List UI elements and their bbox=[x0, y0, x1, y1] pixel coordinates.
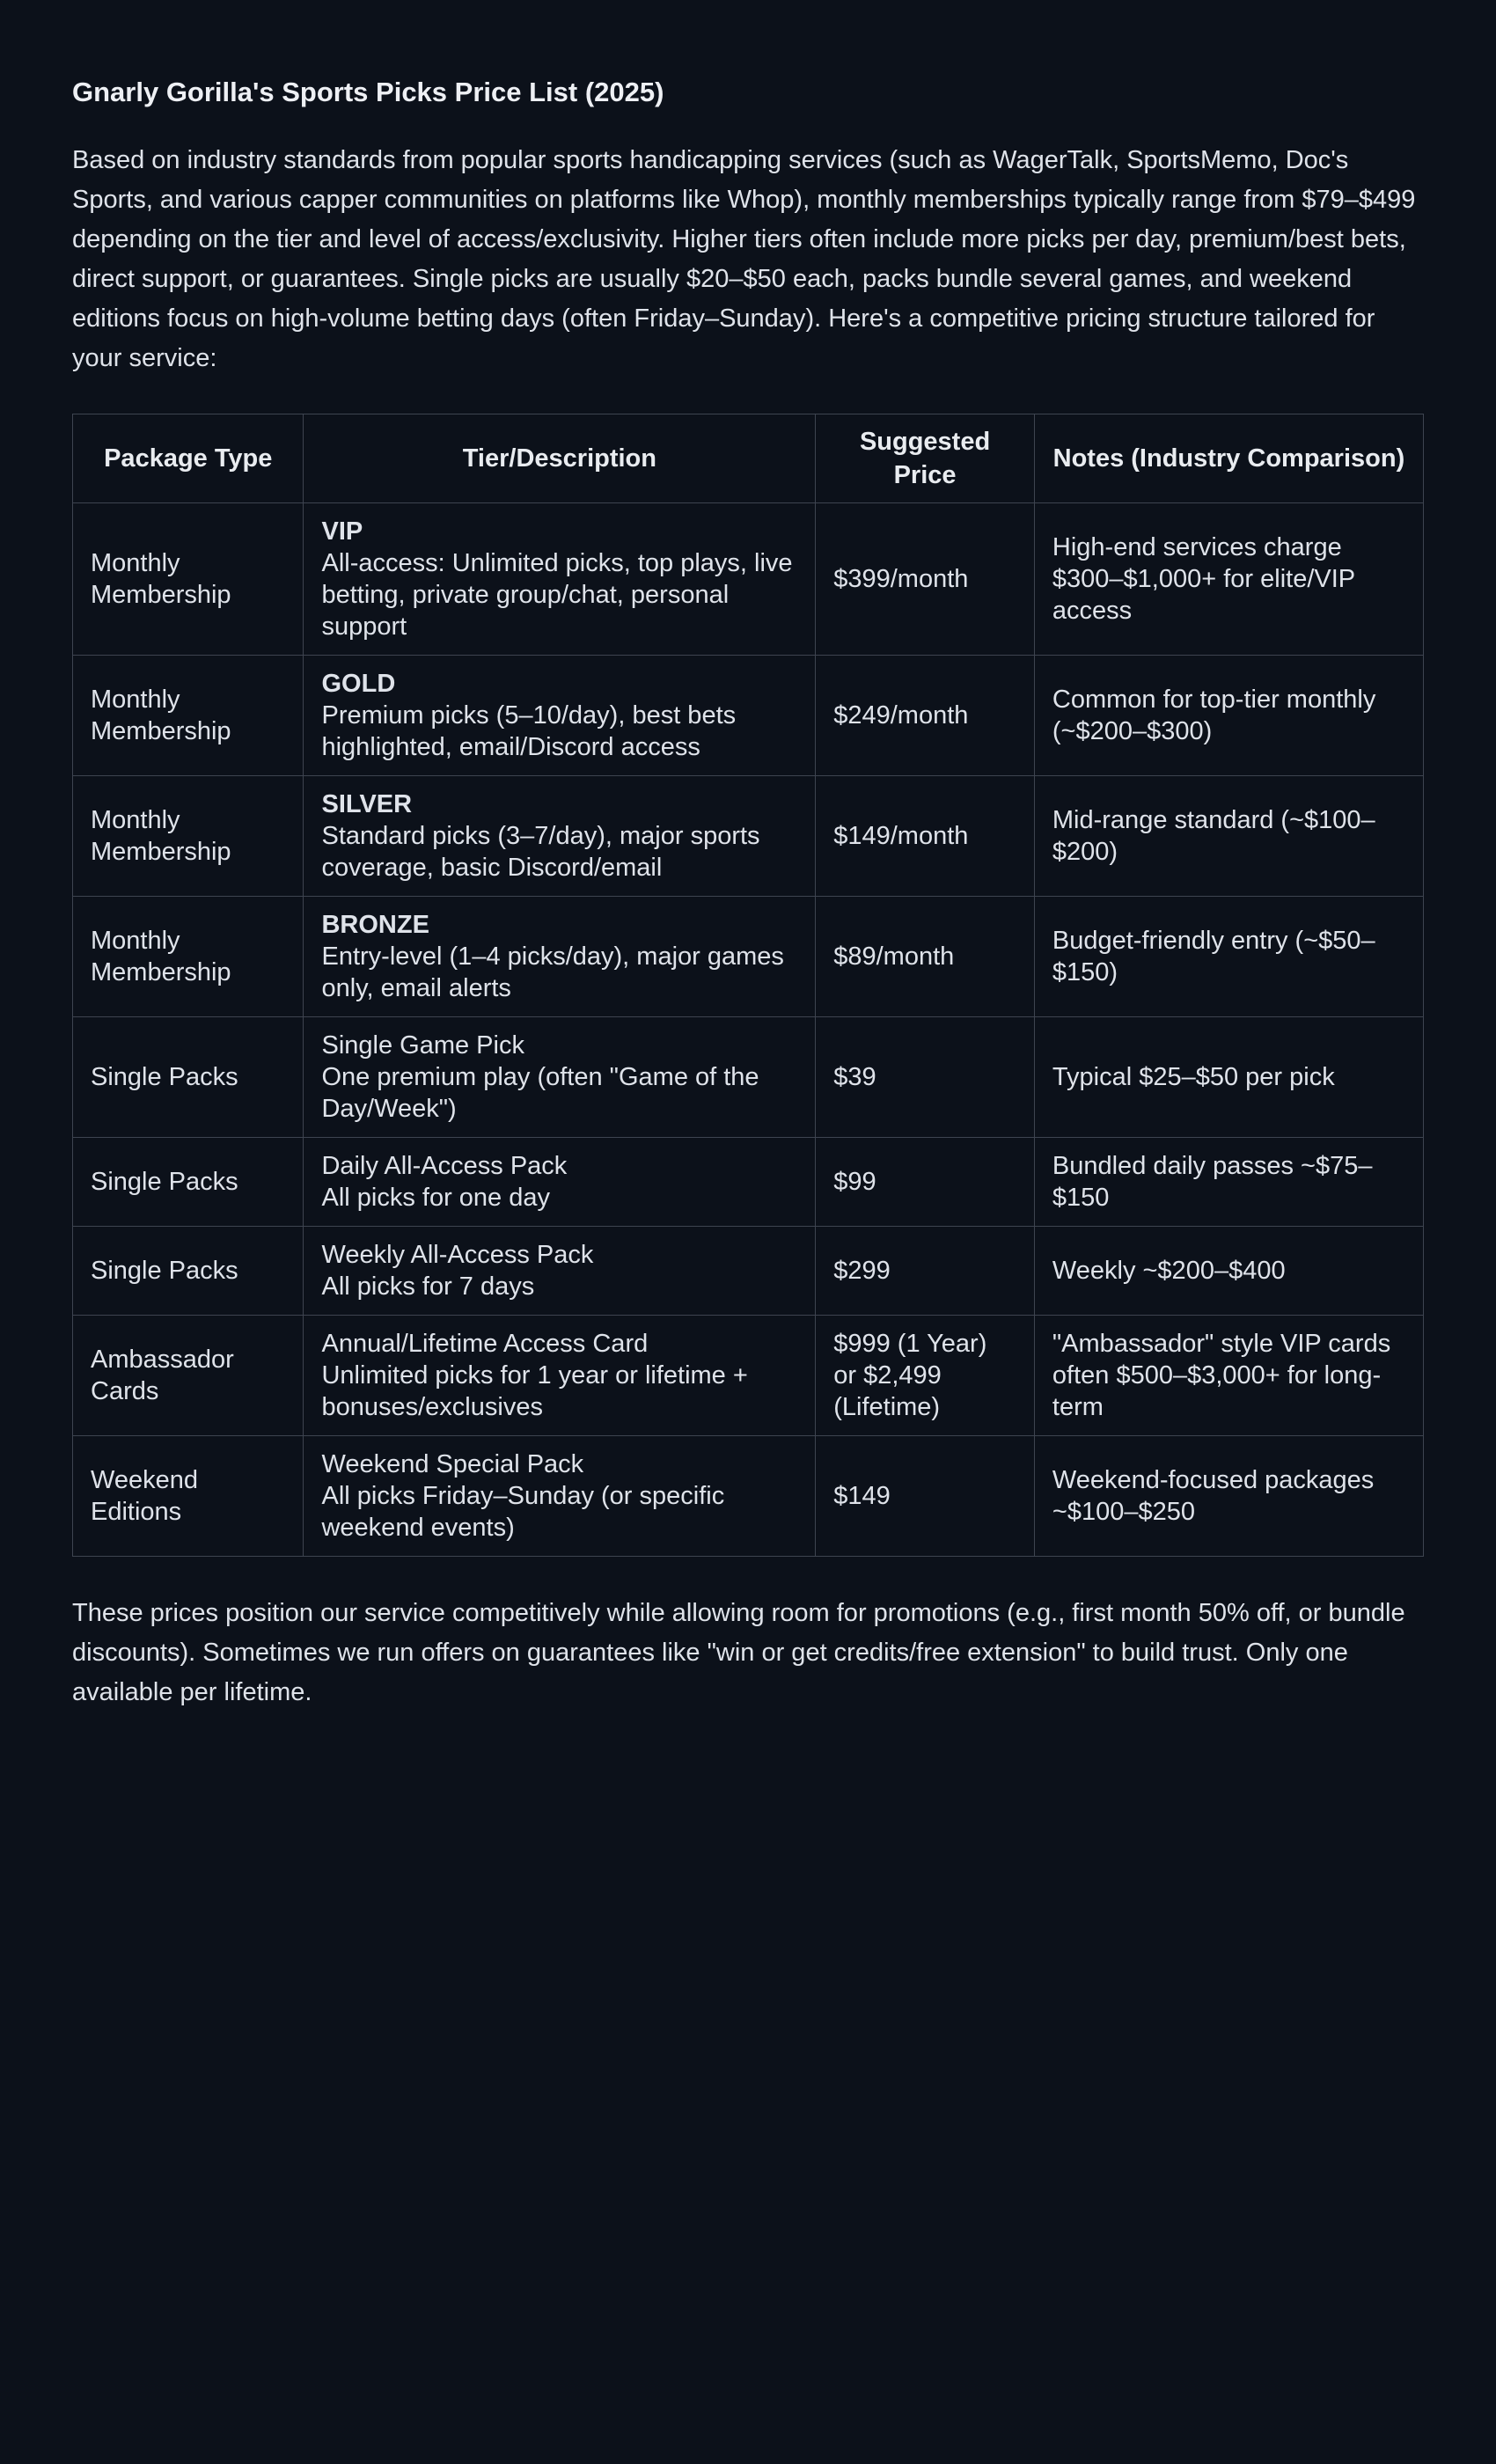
suggested-price-cell: $149 bbox=[816, 1436, 1035, 1557]
table-row bbox=[73, 1138, 1424, 1227]
tier-name: SILVER bbox=[321, 790, 413, 818]
table-row bbox=[73, 1316, 1424, 1436]
tier-name: BRONZE bbox=[321, 911, 429, 939]
suggested-price-cell: $999 (1 Year) or $2,499 (Lifetime) bbox=[816, 1316, 1035, 1436]
tier-name: Daily All-Access Pack bbox=[321, 1152, 568, 1180]
package-type-cell: Single Packs bbox=[73, 1017, 304, 1138]
suggested-price-cell: $39 bbox=[816, 1017, 1035, 1138]
table-row bbox=[73, 1227, 1424, 1316]
price-table bbox=[72, 414, 1424, 1557]
package-type-cell: Monthly Membership bbox=[73, 776, 304, 897]
notes-cell: Budget-friendly entry (~$50–$150) bbox=[1034, 897, 1423, 1017]
notes-cell: "Ambassador" style VIP cards often $500–$3,000+ for long-term bbox=[1034, 1316, 1423, 1436]
tier-name: Weekly All-Access Pack bbox=[321, 1241, 594, 1269]
package-type-cell: Weekend Editions bbox=[73, 1436, 304, 1557]
notes-cell: Typical $25–$50 per pick bbox=[1034, 1017, 1423, 1138]
package-type-cell: Single Packs bbox=[73, 1227, 304, 1316]
header-notes: Notes (Industry Comparison) bbox=[1034, 414, 1423, 503]
tier-description-cell bbox=[304, 1138, 816, 1227]
notes-cell: Bundled daily passes ~$75–$150 bbox=[1034, 1138, 1423, 1227]
header-suggested-price: Suggested Price bbox=[816, 414, 1035, 503]
tier-description-cell bbox=[304, 897, 816, 1017]
tier-description: All picks Friday–Sunday (or specific weekend events) bbox=[321, 1482, 725, 1542]
tier-name: Annual/Lifetime Access Card bbox=[321, 1330, 649, 1358]
package-type-cell: Ambassador Cards bbox=[73, 1316, 304, 1436]
header-tier-description: Tier/Description bbox=[304, 414, 816, 503]
suggested-price-cell: $249/month bbox=[816, 656, 1035, 776]
package-type-cell: Monthly Membership bbox=[73, 897, 304, 1017]
price-table-body bbox=[73, 503, 1424, 1557]
tier-name: VIP bbox=[321, 517, 363, 546]
package-type-cell: Single Packs bbox=[73, 1138, 304, 1227]
table-row bbox=[73, 503, 1424, 656]
page-title: Gnarly Gorilla's Sports Picks Price List (2025) bbox=[72, 77, 664, 107]
tier-description-cell bbox=[304, 503, 816, 656]
suggested-price-cell: $89/month bbox=[816, 897, 1035, 1017]
tier-description-cell bbox=[304, 776, 816, 897]
notes-cell: Weekend-focused packages ~$100–$250 bbox=[1034, 1436, 1423, 1557]
table-header-row bbox=[73, 414, 1424, 503]
package-type-cell: Monthly Membership bbox=[73, 503, 304, 656]
tier-description-cell bbox=[304, 656, 816, 776]
package-type-cell: Monthly Membership bbox=[73, 656, 304, 776]
tier-description-cell bbox=[304, 1017, 816, 1138]
tier-description: One premium play (often "Game of the Day/Week") bbox=[321, 1063, 759, 1123]
table-row bbox=[73, 1017, 1424, 1138]
tier-description: All picks for one day bbox=[321, 1184, 550, 1212]
notes-cell: Mid-range standard (~$100–$200) bbox=[1034, 776, 1423, 897]
suggested-price-cell: $149/month bbox=[816, 776, 1035, 897]
table-row bbox=[73, 656, 1424, 776]
tier-description-cell bbox=[304, 1436, 816, 1557]
notes-cell: High-end services charge $300–$1,000+ for elite/VIP access bbox=[1034, 503, 1423, 656]
tier-description: All-access: Unlimited picks, top plays, live betting, private group/chat, personal support bbox=[321, 549, 793, 641]
notes-cell: Weekly ~$200–$400 bbox=[1034, 1227, 1423, 1316]
intro-paragraph: Based on industry standards from popular sports handicapping services (such as WagerTalk, SportsMemo, Doc's Sports, and various capper communities on platforms like Whop), monthly memberships typically range from $79–$499 depending on the tier and level of access/exclusivity. Higher tiers often include more picks per day, premium/best bets, direct support, or guarantees. Single picks are usually $20–$50 each, packs bundle several games, and weekend editions focus on high-volume betting days (often Friday–Sunday). Here's a competitive pricing structure tailored for your service: bbox=[72, 146, 1416, 372]
notes-cell: Common for top-tier monthly (~$200–$300) bbox=[1034, 656, 1423, 776]
table-row bbox=[73, 1436, 1424, 1557]
table-row bbox=[73, 776, 1424, 897]
tier-description: Premium picks (5–10/day), best bets highlighted, email/Discord access bbox=[321, 701, 737, 761]
tier-description: All picks for 7 days bbox=[321, 1272, 535, 1301]
table-row bbox=[73, 897, 1424, 1017]
tier-name: Single Game Pick bbox=[321, 1031, 524, 1060]
tier-description-cell bbox=[304, 1227, 816, 1316]
suggested-price-cell: $399/month bbox=[816, 503, 1035, 656]
header-package-type: Package Type bbox=[73, 414, 304, 503]
tier-description-cell bbox=[304, 1316, 816, 1436]
tier-name: Weekend Special Pack bbox=[321, 1450, 584, 1478]
tier-description: Unlimited picks for 1 year or lifetime + bonuses/exclusives bbox=[321, 1361, 748, 1421]
outro-paragraph: These prices position our service competitively while allowing room for promotions (e.g., first month 50% off, or bundle discounts). Sometimes we run offers on guarantees like "win or get credits/free extension" to build trust. Only one available per lifetime. bbox=[72, 1599, 1405, 1706]
tier-description: Entry-level (1–4 picks/day), major games only, email alerts bbox=[321, 942, 784, 1002]
tier-description: Standard picks (3–7/day), major sports coverage, basic Discord/email bbox=[321, 822, 760, 882]
suggested-price-cell: $99 bbox=[816, 1138, 1035, 1227]
tier-name: GOLD bbox=[321, 670, 396, 698]
suggested-price-cell: $299 bbox=[816, 1227, 1035, 1316]
